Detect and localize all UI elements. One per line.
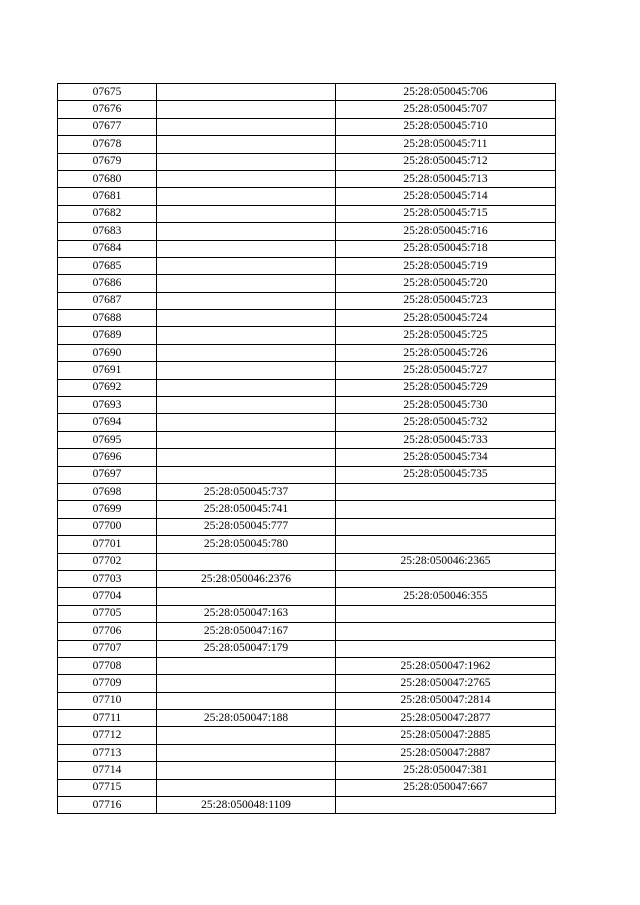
row-number-cell: 07679: [58, 153, 157, 170]
cadastral-number-cell: [157, 744, 336, 761]
row-number-cell: 07690: [58, 344, 157, 361]
table-row: [58, 727, 556, 744]
cadastral-number-cell-right: 25:28:050045:714: [336, 188, 556, 205]
table-row: [58, 675, 556, 692]
row-number-cell: 07687: [58, 292, 157, 309]
row-number-cell: 07712: [58, 727, 157, 744]
cadastral-number-cell-right: 25:28:050045:710: [336, 118, 556, 135]
cadastral-number-cell: [157, 449, 336, 466]
row-number-cell: 07701: [58, 536, 157, 553]
table-row: [58, 170, 556, 187]
cadastral-number-cell: [157, 675, 336, 692]
cadastral-number-cell: 25:28:050047:167: [157, 623, 336, 640]
cadastral-number-cell-right: 25:28:050045:718: [336, 240, 556, 257]
cadastral-number-cell-right: [336, 483, 556, 500]
table-body: [58, 84, 556, 814]
cadastral-number-cell: 25:28:050045:741: [157, 501, 336, 518]
table-row: [58, 710, 556, 727]
row-number-cell: 07707: [58, 640, 157, 657]
cadastral-number-cell: [157, 466, 336, 483]
row-number-cell: 07709: [58, 675, 157, 692]
row-number-cell: 07697: [58, 466, 157, 483]
cadastral-number-cell-right: 25:28:050045:726: [336, 344, 556, 361]
row-number-cell: 07698: [58, 483, 157, 500]
cadastral-number-cell: [157, 657, 336, 674]
row-number-cell: 07678: [58, 136, 157, 153]
cadastral-number-cell-right: 25:28:050046:2365: [336, 553, 556, 570]
table-row: [58, 240, 556, 257]
table-row: [58, 692, 556, 709]
cadastral-number-cell: 25:28:050045:777: [157, 518, 336, 535]
cadastral-number-cell-right: 25:28:050045:732: [336, 414, 556, 431]
cadastral-number-cell-right: 25:28:050045:706: [336, 84, 556, 101]
cadastral-number-cell-right: 25:28:050047:2887: [336, 744, 556, 761]
table-row: [58, 344, 556, 361]
table-row: [58, 379, 556, 396]
cadastral-number-cell: [157, 205, 336, 222]
table-row: [58, 292, 556, 309]
row-number-cell: 07711: [58, 710, 157, 727]
row-number-cell: 07716: [58, 797, 157, 814]
cadastral-number-cell-right: 25:28:050045:720: [336, 275, 556, 292]
cadastral-number-cell: [157, 84, 336, 101]
cadastral-number-cell: [157, 553, 336, 570]
table-row: [58, 101, 556, 118]
table-row: [58, 744, 556, 761]
cadastral-number-cell: [157, 344, 336, 361]
cadastral-number-cell-right: 25:28:050045:733: [336, 431, 556, 448]
cadastral-number-cell: 25:28:050047:188: [157, 710, 336, 727]
cadastral-number-cell-right: 25:28:050045:713: [336, 170, 556, 187]
table-row: [58, 588, 556, 605]
cadastral-table: [57, 83, 556, 814]
cadastral-number-cell: [157, 327, 336, 344]
table-row: [58, 188, 556, 205]
cadastral-number-cell: [157, 240, 336, 257]
table-row: [58, 118, 556, 135]
table-row: [58, 536, 556, 553]
table-row: [58, 762, 556, 779]
table-row: [58, 449, 556, 466]
row-number-cell: 07683: [58, 223, 157, 240]
cadastral-number-cell: [157, 431, 336, 448]
cadastral-number-cell-right: 25:28:050045:711: [336, 136, 556, 153]
cadastral-number-cell-right: 25:28:050045:719: [336, 257, 556, 274]
cadastral-number-cell: [157, 136, 336, 153]
cadastral-number-cell: [157, 292, 336, 309]
table-row: [58, 362, 556, 379]
row-number-cell: 07682: [58, 205, 157, 222]
table-row: [58, 153, 556, 170]
cadastral-number-cell: [157, 379, 336, 396]
table-row: [58, 640, 556, 657]
table-row: [58, 657, 556, 674]
cadastral-number-cell: [157, 779, 336, 796]
cadastral-number-cell-right: [336, 640, 556, 657]
table-row: [58, 501, 556, 518]
cadastral-number-cell-right: [336, 797, 556, 814]
cadastral-number-cell-right: [336, 605, 556, 622]
table-row: [58, 431, 556, 448]
cadastral-number-cell: [157, 362, 336, 379]
table-row: [58, 84, 556, 101]
row-number-cell: 07685: [58, 257, 157, 274]
table-row: [58, 397, 556, 414]
row-number-cell: 07691: [58, 362, 157, 379]
cadastral-number-cell-right: 25:28:050047:2885: [336, 727, 556, 744]
table-row: [58, 518, 556, 535]
table-row: [58, 310, 556, 327]
table-row: [58, 553, 556, 570]
cadastral-number-cell-right: 25:28:050045:735: [336, 466, 556, 483]
row-number-cell: 07703: [58, 570, 157, 587]
cadastral-number-cell-right: 25:28:050047:2814: [336, 692, 556, 709]
row-number-cell: 07714: [58, 762, 157, 779]
row-number-cell: 07681: [58, 188, 157, 205]
cadastral-number-cell: [157, 588, 336, 605]
table-row: [58, 570, 556, 587]
row-number-cell: 07686: [58, 275, 157, 292]
table-row: [58, 797, 556, 814]
cadastral-number-cell: 25:28:050046:2376: [157, 570, 336, 587]
cadastral-number-cell-right: 25:28:050045:707: [336, 101, 556, 118]
table-row: [58, 136, 556, 153]
row-number-cell: 07689: [58, 327, 157, 344]
cadastral-number-cell: [157, 188, 336, 205]
cadastral-number-cell: [157, 762, 336, 779]
cadastral-number-cell-right: 25:28:050047:2877: [336, 710, 556, 727]
cadastral-number-cell: [157, 101, 336, 118]
cadastral-number-cell: [157, 727, 336, 744]
cadastral-number-cell: [157, 118, 336, 135]
cadastral-number-cell-right: 25:28:050045:716: [336, 223, 556, 240]
cadastral-number-cell-right: [336, 570, 556, 587]
cadastral-number-cell: 25:28:050045:737: [157, 483, 336, 500]
row-number-cell: 07694: [58, 414, 157, 431]
cadastral-number-cell-right: 25:28:050047:2765: [336, 675, 556, 692]
row-number-cell: 07692: [58, 379, 157, 396]
cadastral-number-cell-right: 25:28:050046:355: [336, 588, 556, 605]
row-number-cell: 07676: [58, 101, 157, 118]
cadastral-number-cell: 25:28:050047:179: [157, 640, 336, 657]
cadastral-number-cell-right: 25:28:050045:715: [336, 205, 556, 222]
row-number-cell: 07700: [58, 518, 157, 535]
cadastral-number-cell-right: [336, 501, 556, 518]
table-row: [58, 779, 556, 796]
cadastral-number-cell-right: 25:28:050047:667: [336, 779, 556, 796]
cadastral-number-cell-right: 25:28:050045:729: [336, 379, 556, 396]
table-row: [58, 205, 556, 222]
cadastral-number-cell: 25:28:050048:1109: [157, 797, 336, 814]
cadastral-number-cell-right: 25:28:050045:724: [336, 310, 556, 327]
row-number-cell: 07693: [58, 397, 157, 414]
table-row: [58, 327, 556, 344]
table-row: [58, 257, 556, 274]
cadastral-number-cell: [157, 692, 336, 709]
row-number-cell: 07677: [58, 118, 157, 135]
row-number-cell: 07708: [58, 657, 157, 674]
table-row: [58, 483, 556, 500]
row-number-cell: 07675: [58, 84, 157, 101]
cadastral-number-cell-right: [336, 536, 556, 553]
cadastral-number-cell-right: [336, 623, 556, 640]
cadastral-number-cell: [157, 223, 336, 240]
cadastral-number-cell-right: 25:28:050045:725: [336, 327, 556, 344]
cadastral-number-cell: [157, 397, 336, 414]
cadastral-number-cell-right: 25:28:050045:734: [336, 449, 556, 466]
cadastral-number-cell: [157, 170, 336, 187]
row-number-cell: 07680: [58, 170, 157, 187]
cadastral-number-cell: [157, 275, 336, 292]
table-row: [58, 623, 556, 640]
cadastral-number-cell-right: [336, 518, 556, 535]
table-row: [58, 466, 556, 483]
row-number-cell: 07684: [58, 240, 157, 257]
table-row: [58, 223, 556, 240]
row-number-cell: 07715: [58, 779, 157, 796]
table-row: [58, 605, 556, 622]
cadastral-number-cell: 25:28:050045:780: [157, 536, 336, 553]
row-number-cell: 07688: [58, 310, 157, 327]
cadastral-number-cell-right: 25:28:050047:1962: [336, 657, 556, 674]
row-number-cell: 07695: [58, 431, 157, 448]
row-number-cell: 07705: [58, 605, 157, 622]
cadastral-number-cell-right: 25:28:050045:727: [336, 362, 556, 379]
cadastral-number-cell-right: 25:28:050047:381: [336, 762, 556, 779]
cadastral-number-cell-right: 25:28:050045:712: [336, 153, 556, 170]
cadastral-number-cell-right: 25:28:050045:723: [336, 292, 556, 309]
row-number-cell: 07710: [58, 692, 157, 709]
cadastral-number-cell: [157, 310, 336, 327]
row-number-cell: 07706: [58, 623, 157, 640]
cadastral-number-cell: [157, 257, 336, 274]
cadastral-number-cell-right: 25:28:050045:730: [336, 397, 556, 414]
row-number-cell: 07713: [58, 744, 157, 761]
cadastral-number-cell: [157, 414, 336, 431]
row-number-cell: 07704: [58, 588, 157, 605]
cadastral-number-cell: 25:28:050047:163: [157, 605, 336, 622]
row-number-cell: 07702: [58, 553, 157, 570]
row-number-cell: 07699: [58, 501, 157, 518]
table-row: [58, 275, 556, 292]
table-row: [58, 414, 556, 431]
row-number-cell: 07696: [58, 449, 157, 466]
cadastral-number-cell: [157, 153, 336, 170]
